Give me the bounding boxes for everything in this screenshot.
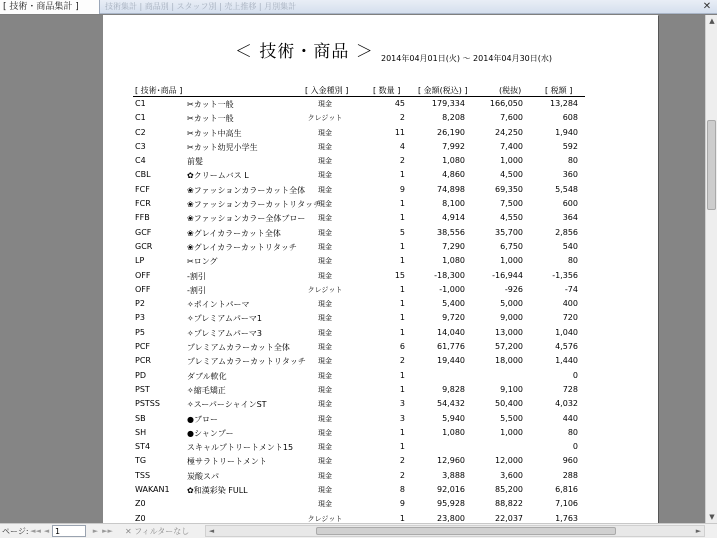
payment-type: 現金 xyxy=(318,343,332,352)
tax-amount: 720 xyxy=(562,313,578,323)
payment-type: 現金 xyxy=(318,100,332,108)
scroll-thumb[interactable] xyxy=(707,120,716,210)
report-period: 2014年04月01日(火) ～ 2014年04月30日(水) xyxy=(381,54,553,63)
item-name: ❀グレイカラーカット全体 xyxy=(187,228,281,238)
tax-amount: 80 xyxy=(567,427,578,437)
report-rows xyxy=(103,98,658,523)
report-title: ＜ 技術・商品 ＞ xyxy=(235,42,374,62)
table-row xyxy=(103,127,658,141)
amount-excl-tax: -926 xyxy=(504,284,523,294)
table-row xyxy=(103,427,658,441)
tax-amount: 2,856 xyxy=(555,227,578,237)
table-row xyxy=(103,513,658,523)
quantity: 1 xyxy=(399,284,405,294)
table-row xyxy=(103,241,658,255)
item-code: CBL xyxy=(135,170,151,180)
table-row xyxy=(103,169,658,183)
item-name: 極サラトリートメント xyxy=(187,457,267,467)
payment-type: 現金 xyxy=(318,314,332,323)
quantity: 4 xyxy=(399,141,405,151)
table-row xyxy=(103,98,658,112)
item-name: ✿和漢彩染 FULL xyxy=(187,486,248,496)
table-row xyxy=(103,312,658,326)
payment-type: クレジット xyxy=(307,285,343,294)
window-titlebar xyxy=(0,0,717,14)
amount-incl-tax: 38,556 xyxy=(437,227,465,237)
payment-type: 現金 xyxy=(318,228,332,237)
amount-excl-tax: 85,200 xyxy=(495,485,523,495)
item-code: FFB xyxy=(135,213,150,223)
table-row xyxy=(103,155,658,169)
payment-type: 現金 xyxy=(318,157,332,166)
amount-incl-tax: 5,400 xyxy=(442,299,465,309)
payment-type: 現金 xyxy=(318,300,332,309)
table-row xyxy=(103,270,658,284)
payment-type: 現金 xyxy=(318,400,332,409)
tax-amount: 6,816 xyxy=(555,485,578,495)
tax-amount: -1,356 xyxy=(552,270,578,280)
payment-type: 現金 xyxy=(318,328,332,337)
amount-incl-tax: 9,828 xyxy=(442,384,465,394)
item-code: PCF xyxy=(135,342,151,352)
quantity: 11 xyxy=(394,127,405,137)
tax-amount: 540 xyxy=(562,241,578,251)
amount-incl-tax: 4,860 xyxy=(442,170,465,180)
amount-incl-tax: 74,898 xyxy=(437,184,465,194)
item-name: ✧ポイントパーマ xyxy=(187,300,250,310)
item-name: ✂カット一般 xyxy=(187,114,234,124)
table-row xyxy=(103,184,658,198)
header-item: [ 技術･商品 ] xyxy=(135,86,183,95)
item-name: ●ブロー xyxy=(187,414,218,424)
quantity: 3 xyxy=(399,413,405,423)
item-name: ✧縮毛矯正 xyxy=(187,385,226,395)
tax-amount: 1,440 xyxy=(555,356,578,366)
tax-amount: 728 xyxy=(562,384,578,394)
amount-excl-tax: 35,700 xyxy=(495,227,523,237)
quantity: 1 xyxy=(399,256,405,266)
tax-amount: 1,040 xyxy=(555,327,578,337)
quantity: 45 xyxy=(394,99,405,108)
table-row xyxy=(103,255,658,269)
quantity: 6 xyxy=(399,342,405,352)
item-name: ✧スーパーシャインST xyxy=(187,400,267,410)
table-row xyxy=(103,198,658,212)
item-code: P3 xyxy=(135,313,145,323)
item-code: ST4 xyxy=(135,442,151,452)
report-viewport xyxy=(0,15,705,523)
amount-excl-tax: 166,050 xyxy=(489,99,523,108)
table-row xyxy=(103,355,658,369)
payment-type: 現金 xyxy=(318,171,332,180)
payment-type: 現金 xyxy=(318,128,332,137)
item-code: C2 xyxy=(135,127,146,137)
last-page-icon[interactable]: ►► xyxy=(102,527,113,535)
table-row xyxy=(103,227,658,241)
item-name: ❀ファッションカラーカットリタッチ xyxy=(187,200,322,210)
item-name: ✧プレミアムパーマ1 xyxy=(187,314,262,324)
payment-type: 現金 xyxy=(318,428,332,437)
tax-amount: 364 xyxy=(562,213,578,223)
close-icon[interactable]: ✕ xyxy=(702,1,712,12)
item-code: Z0 xyxy=(135,499,146,509)
quantity: 5 xyxy=(399,227,405,237)
payment-type: 現金 xyxy=(318,242,332,251)
item-code: WAKAN1 xyxy=(135,485,170,495)
amount-excl-tax: 13,000 xyxy=(495,327,523,337)
scroll-up-icon[interactable]: ▲ xyxy=(709,17,715,25)
horizontal-scroll-thumb[interactable] xyxy=(316,527,616,535)
amount-incl-tax: -18,300 xyxy=(434,270,465,280)
tax-amount: 4,032 xyxy=(555,399,578,409)
tax-amount: 400 xyxy=(562,299,578,309)
amount-excl-tax: 69,350 xyxy=(495,184,523,194)
payment-type: 現金 xyxy=(318,414,332,423)
item-code: SB xyxy=(135,413,146,423)
amount-incl-tax: 1,080 xyxy=(442,256,465,266)
amount-excl-tax: 5,000 xyxy=(500,299,523,309)
amount-incl-tax: -1,000 xyxy=(439,284,465,294)
item-name: ✂ロング xyxy=(187,257,218,267)
quantity: 15 xyxy=(394,270,405,280)
tax-amount: 13,284 xyxy=(550,99,578,108)
item-name: ダブル軟化 xyxy=(187,371,227,381)
amount-incl-tax: 61,776 xyxy=(437,342,465,352)
amount-incl-tax: 54,432 xyxy=(437,399,465,409)
quantity: 2 xyxy=(399,356,405,366)
amount-excl-tax: 22,037 xyxy=(495,513,523,523)
item-name: プレミアムカラーカットリタッチ xyxy=(187,357,306,367)
item-name: 前髪 xyxy=(187,157,203,167)
header-qty: [ 数量 ] xyxy=(373,86,401,95)
horizontal-scrollbar[interactable] xyxy=(205,525,705,537)
item-name: プレミアムカラーカット全体 xyxy=(187,343,290,353)
background-tabs: 技術集計 | 商品別 | スタッフ別 | 売上推移 | 月別集計 xyxy=(105,2,297,11)
page-number-input[interactable] xyxy=(52,525,86,537)
table-row xyxy=(103,455,658,469)
amount-excl-tax: 1,000 xyxy=(500,256,523,266)
amount-incl-tax: 8,208 xyxy=(442,113,465,123)
table-row xyxy=(103,484,658,498)
item-code: FCF xyxy=(135,184,150,194)
tax-amount: 7,106 xyxy=(555,499,578,509)
quantity: 2 xyxy=(399,456,405,466)
quantity: 2 xyxy=(399,113,405,123)
table-row xyxy=(103,498,658,512)
item-code: GCR xyxy=(135,241,153,251)
payment-type: 現金 xyxy=(318,385,332,394)
payment-type: 現金 xyxy=(318,271,332,280)
item-name: ✂カット幼児小学生 xyxy=(187,142,258,152)
tax-amount: 288 xyxy=(562,470,578,480)
amount-excl-tax: 50,400 xyxy=(495,399,523,409)
amount-excl-tax: 12,000 xyxy=(495,456,523,466)
table-row xyxy=(103,298,658,312)
item-name: ✧プレミアムパーマ3 xyxy=(187,328,262,338)
payment-type: 現金 xyxy=(318,471,332,480)
tax-amount: 608 xyxy=(562,113,578,123)
item-code: C1 xyxy=(135,113,146,123)
table-row xyxy=(103,398,658,412)
scroll-down-icon[interactable]: ▼ xyxy=(709,513,715,521)
quantity: 1 xyxy=(399,327,405,337)
tax-amount: 0 xyxy=(572,370,578,380)
tax-amount: 600 xyxy=(562,199,578,209)
page-label: ページ: xyxy=(2,527,29,536)
tax-amount: 5,548 xyxy=(555,184,578,194)
quantity: 1 xyxy=(399,213,405,223)
header-amount: [ 金額(税込) ] xyxy=(418,86,468,95)
prev-page-icon[interactable]: ◄ xyxy=(43,527,50,535)
amount-incl-tax: 1,080 xyxy=(442,427,465,437)
quantity: 1 xyxy=(399,384,405,394)
amount-excl-tax: 3,600 xyxy=(500,470,523,480)
quantity: 1 xyxy=(399,299,405,309)
item-name: ❀ファッションカラーカット全体 xyxy=(187,185,306,195)
column-headers xyxy=(103,85,658,96)
amount-incl-tax: 3,888 xyxy=(442,470,465,480)
amount-incl-tax: 5,940 xyxy=(442,413,465,423)
quantity: 3 xyxy=(399,399,405,409)
table-row xyxy=(103,327,658,341)
table-row xyxy=(103,284,658,298)
amount-incl-tax: 95,928 xyxy=(437,499,465,509)
amount-incl-tax: 8,100 xyxy=(442,199,465,209)
amount-excl-tax: 4,550 xyxy=(500,213,523,223)
item-code: PCR xyxy=(135,356,151,366)
scroll-right-icon[interactable]: ► xyxy=(695,527,702,535)
quantity: 1 xyxy=(399,370,405,380)
amount-incl-tax: 179,334 xyxy=(431,99,465,108)
amount-excl-tax: 7,500 xyxy=(500,199,523,209)
item-code: C1 xyxy=(135,99,146,108)
tax-amount: 0 xyxy=(572,442,578,452)
amount-excl-tax: 1,000 xyxy=(500,427,523,437)
tax-amount: 1,940 xyxy=(555,127,578,137)
payment-type: 現金 xyxy=(318,457,332,466)
tax-amount: 80 xyxy=(567,156,578,166)
item-code: P5 xyxy=(135,327,145,337)
amount-excl-tax: 18,000 xyxy=(495,356,523,366)
item-code: OFF xyxy=(135,284,151,294)
amount-excl-tax: 7,400 xyxy=(500,141,523,151)
item-code: TSS xyxy=(135,470,151,480)
amount-excl-tax: 24,250 xyxy=(495,127,523,137)
tax-amount: 4,576 xyxy=(555,342,578,352)
report-page xyxy=(103,15,658,523)
payment-type: 現金 xyxy=(318,214,332,223)
table-row xyxy=(103,370,658,384)
tax-amount: -74 xyxy=(564,284,578,294)
item-name: -割引 xyxy=(187,285,206,295)
amount-excl-tax: 7,600 xyxy=(500,113,523,123)
header-tax: [ 税額 ] xyxy=(545,86,573,95)
tax-amount: 960 xyxy=(562,456,578,466)
item-code: FCR xyxy=(135,199,151,209)
quantity: 1 xyxy=(399,241,405,251)
tax-amount: 80 xyxy=(567,256,578,266)
item-name: 炭酸スパ xyxy=(187,471,219,481)
tax-amount: 592 xyxy=(562,141,578,151)
tax-amount: 440 xyxy=(562,413,578,423)
quantity: 1 xyxy=(399,199,405,209)
table-row xyxy=(103,413,658,427)
table-row xyxy=(103,141,658,155)
quantity: 1 xyxy=(399,313,405,323)
quantity: 1 xyxy=(399,427,405,437)
amount-incl-tax: 7,290 xyxy=(442,241,465,251)
amount-incl-tax: 4,914 xyxy=(442,213,465,223)
amount-incl-tax: 7,992 xyxy=(442,141,465,151)
item-name: スキャルプトリートメント15 xyxy=(187,443,294,453)
filter-status[interactable]: ✕ フィルターなし xyxy=(125,527,190,536)
payment-type: 現金 xyxy=(318,500,332,509)
payment-type: クレジット xyxy=(307,114,343,123)
item-name: ✂カット中高生 xyxy=(187,128,242,138)
table-row xyxy=(103,441,658,455)
table-row xyxy=(103,470,658,484)
next-page-icon[interactable]: ► xyxy=(92,527,99,535)
item-code: TG xyxy=(135,456,147,466)
document-tab[interactable]: [ 技術・商品集計 ] xyxy=(0,0,100,14)
amount-excl-tax: 6,750 xyxy=(500,241,523,251)
table-row xyxy=(103,212,658,226)
quantity: 9 xyxy=(399,184,405,194)
header-ex-tax: (税抜) xyxy=(499,86,522,95)
quantity: 9 xyxy=(399,499,405,509)
item-name: ❀グレイカラーカットリタッチ xyxy=(187,242,297,252)
amount-incl-tax: 26,190 xyxy=(437,127,465,137)
amount-excl-tax: -16,944 xyxy=(492,270,523,280)
first-page-icon[interactable]: ◄◄ xyxy=(30,527,41,535)
status-bar xyxy=(0,523,717,538)
payment-type: 現金 xyxy=(318,185,332,194)
scroll-left-icon[interactable]: ◄ xyxy=(208,527,215,535)
amount-excl-tax: 88,822 xyxy=(495,499,523,509)
item-code: P2 xyxy=(135,299,145,309)
item-code: PST xyxy=(135,384,150,394)
amount-excl-tax: 4,500 xyxy=(500,170,523,180)
payment-type: 現金 xyxy=(318,371,332,380)
item-code: C3 xyxy=(135,141,146,151)
quantity: 8 xyxy=(399,485,405,495)
amount-incl-tax: 92,016 xyxy=(437,485,465,495)
payment-type: クレジット xyxy=(307,514,343,523)
item-name: ●シャンプー xyxy=(187,428,234,438)
amount-excl-tax: 9,000 xyxy=(500,313,523,323)
item-code: LP xyxy=(135,256,145,266)
amount-excl-tax: 1,000 xyxy=(500,156,523,166)
table-row xyxy=(103,384,658,398)
tax-amount: 360 xyxy=(562,170,578,180)
table-row xyxy=(103,341,658,355)
item-code: PD xyxy=(135,370,146,380)
item-name: -割引 xyxy=(187,271,206,281)
quantity: 2 xyxy=(399,470,405,480)
quantity: 1 xyxy=(399,513,405,523)
quantity: 2 xyxy=(399,156,405,166)
amount-incl-tax: 14,040 xyxy=(437,327,465,337)
amount-incl-tax: 19,440 xyxy=(437,356,465,366)
amount-incl-tax: 12,960 xyxy=(437,456,465,466)
item-code: OFF xyxy=(135,270,151,280)
amount-excl-tax: 9,100 xyxy=(500,384,523,394)
payment-type: 現金 xyxy=(318,200,332,209)
vertical-scrollbar[interactable] xyxy=(705,15,717,523)
amount-incl-tax: 23,800 xyxy=(437,513,465,523)
payment-type: 現金 xyxy=(318,142,332,151)
item-name: ✿クリームバス L xyxy=(187,171,249,181)
amount-excl-tax: 57,200 xyxy=(495,342,523,352)
payment-type: 現金 xyxy=(318,486,332,495)
item-code: GCF xyxy=(135,227,152,237)
payment-type: 現金 xyxy=(318,257,332,266)
tax-amount: 1,763 xyxy=(555,513,578,523)
item-name: ❀ファッションカラー全体ブロー xyxy=(187,214,306,224)
header-rule xyxy=(133,96,585,97)
amount-excl-tax: 5,500 xyxy=(500,413,523,423)
table-row xyxy=(103,112,658,126)
item-code: Z0 xyxy=(135,513,146,523)
item-code: PSTSS xyxy=(135,399,160,409)
quantity: 1 xyxy=(399,170,405,180)
header-payment: [ 入金種別 ] xyxy=(305,86,349,95)
amount-incl-tax: 1,080 xyxy=(442,156,465,166)
quantity: 1 xyxy=(399,442,405,452)
item-name: ✂カット一般 xyxy=(187,100,234,109)
item-code: C4 xyxy=(135,156,146,166)
item-code: SH xyxy=(135,427,147,437)
payment-type: 現金 xyxy=(318,443,332,452)
amount-incl-tax: 9,720 xyxy=(442,313,465,323)
payment-type: 現金 xyxy=(318,357,332,366)
